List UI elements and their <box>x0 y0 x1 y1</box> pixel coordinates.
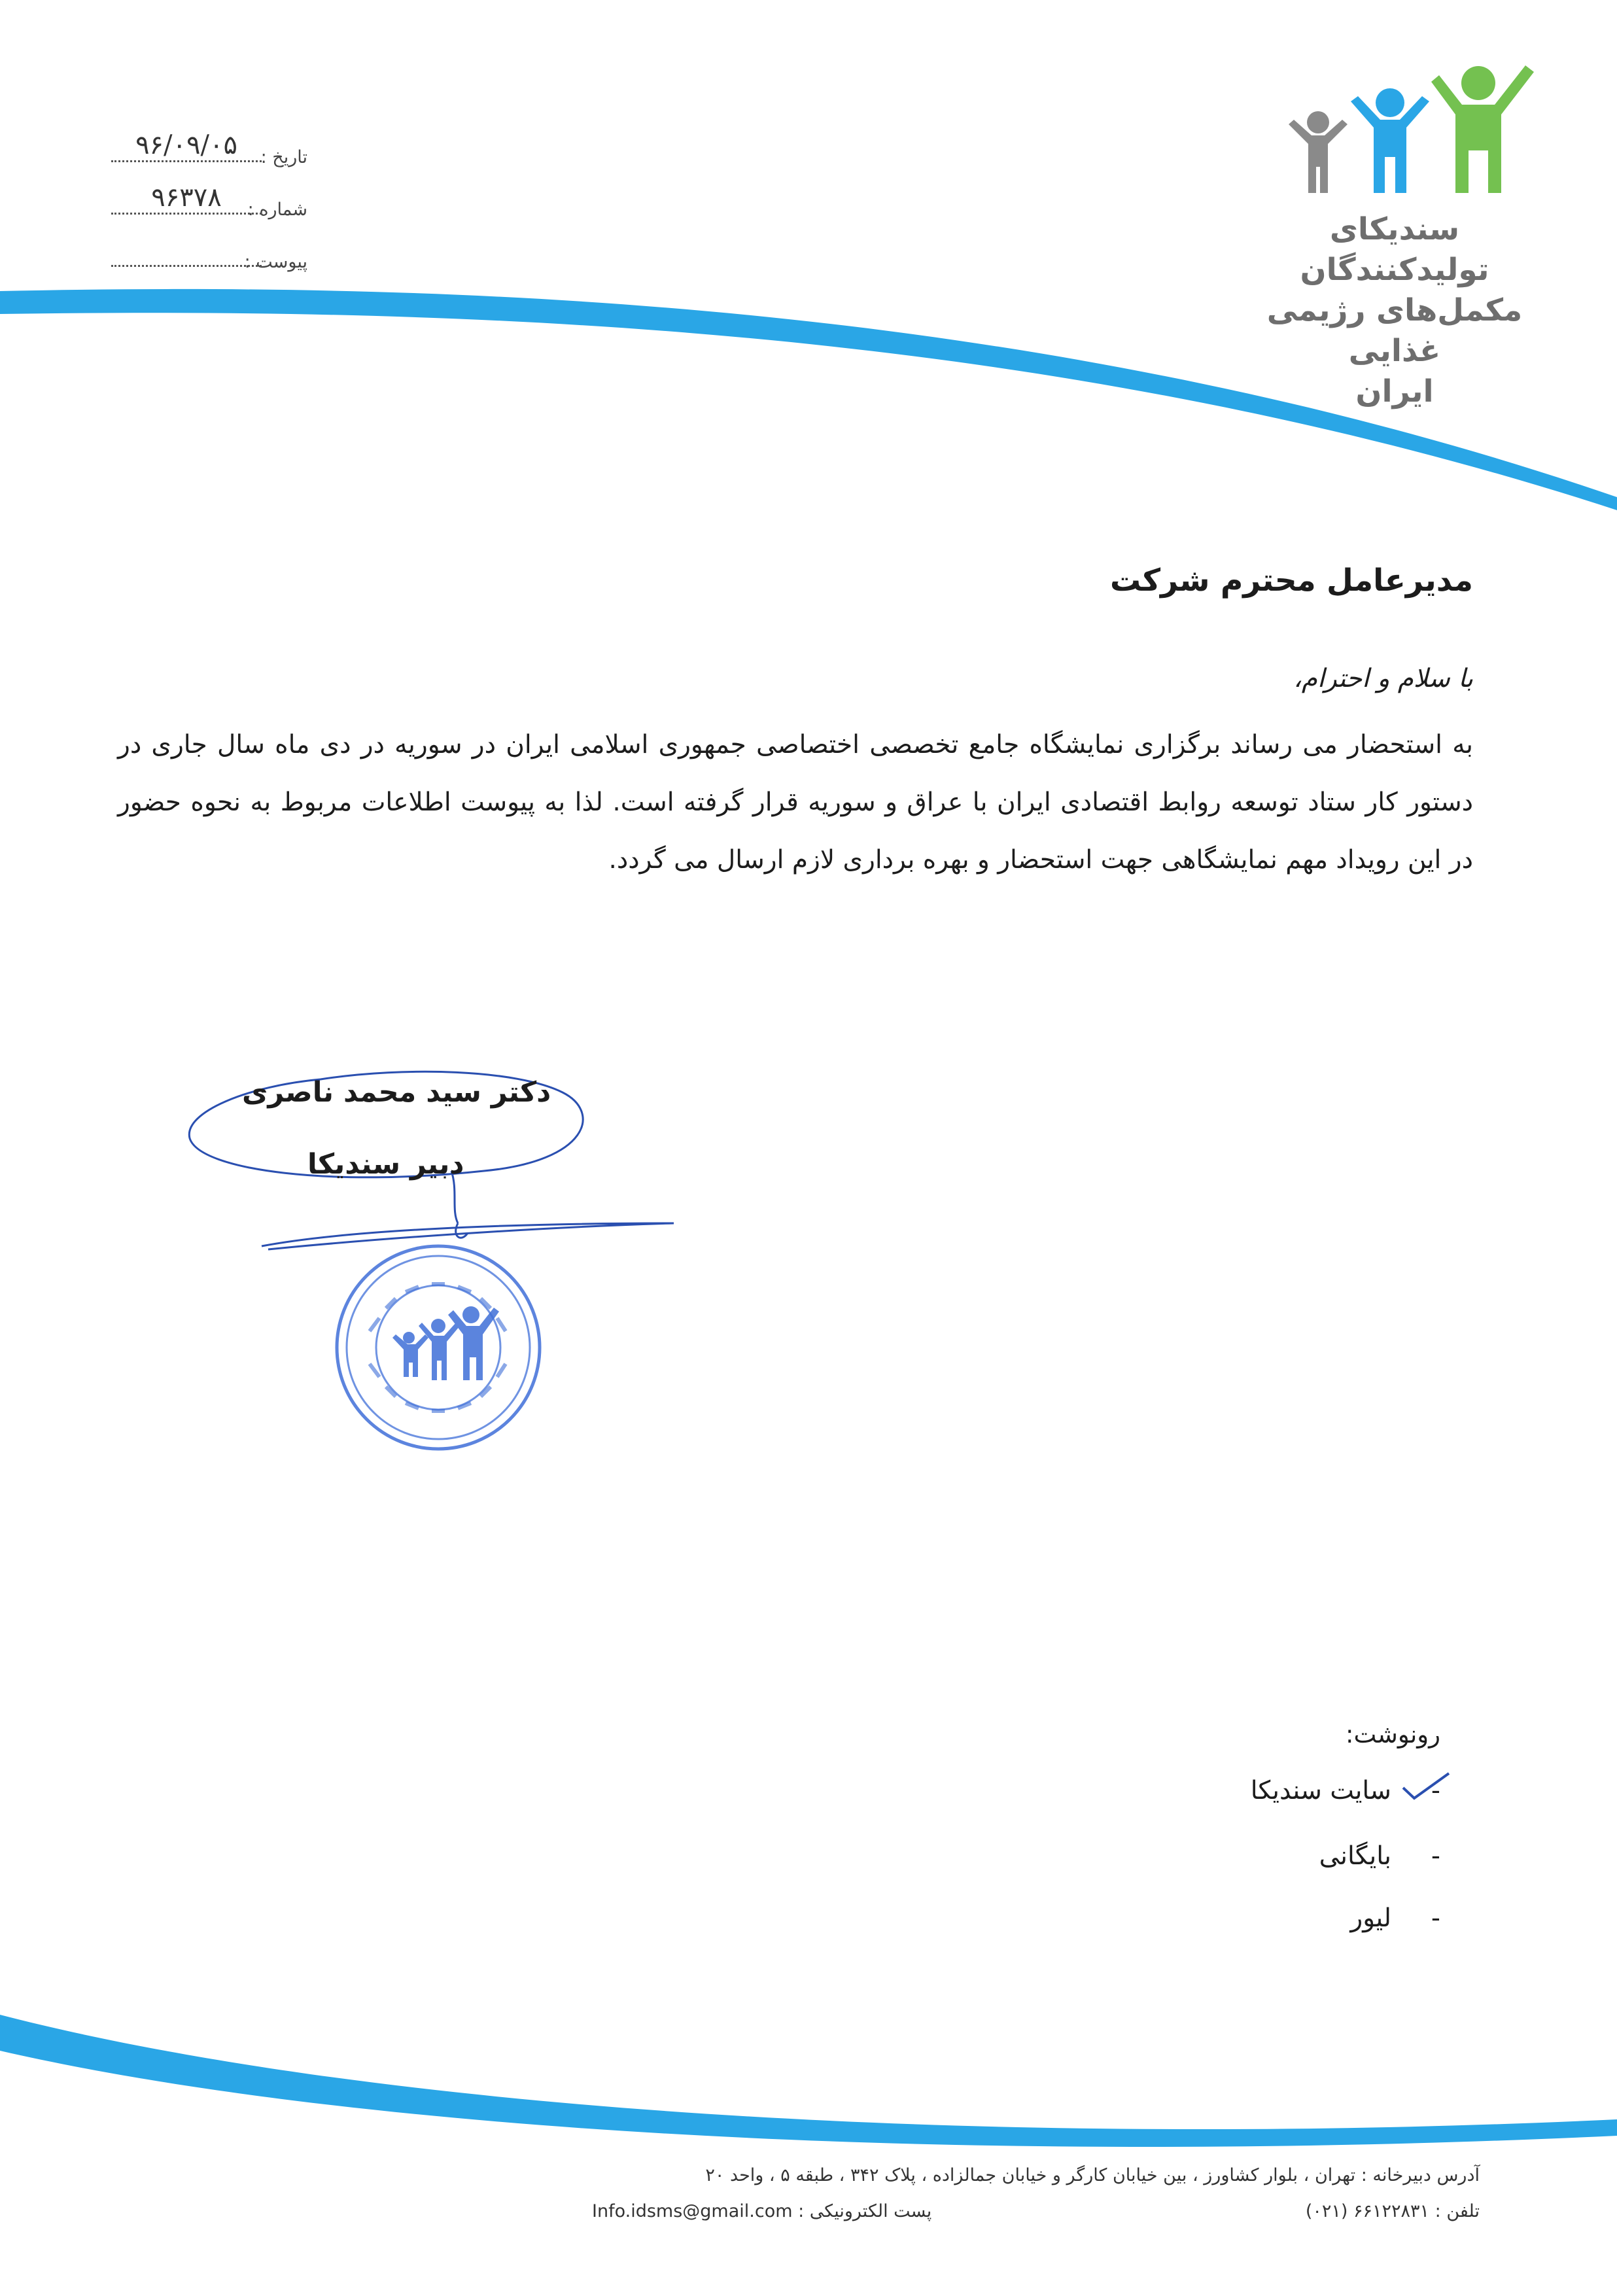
cc-dash: - <box>1431 1904 1440 1933</box>
footer-phone <box>1306 2201 1480 2221</box>
greeting: با سلام و احترام، <box>1293 664 1473 693</box>
footer-email <box>592 2201 931 2221</box>
phone-value: ۶۶۱۲۲۸۳۱ (۰۲۱) <box>1305 2201 1430 2221</box>
number-row <box>98 183 307 222</box>
attachment-label: پیوست : <box>244 252 307 272</box>
body-paragraph: به استحضار می رساند برگزاری نمایشگاه جامع تخصصی اختصاصی جمهوری اسلامی ایران در سوریه در دی ماه سال جاری در دستور کار ستاد توسعه روابط اقتصادی ایران با عراق و سوریه قرار گرفته است. لذا به پیوست اطلاعات مربوط به نحوه حضور در این رویداد مهم نمایشگاهی جهت استحضار و بهره برداری لازم ارسال می گردد. <box>118 730 1473 875</box>
recipient: مدیرعامل محترم شرکت <box>1109 563 1473 599</box>
date-value: ۹۶/۰۹/۰۵ <box>111 130 262 162</box>
signer-name: دکتر سید محمد ناصری <box>242 1076 551 1109</box>
cc-item-archive: بایگانی <box>1319 1841 1391 1871</box>
logo-line-1: سندیکای تولیدکنندگان <box>1300 211 1489 288</box>
cc-item-site: سایت سندیکا <box>1250 1776 1391 1805</box>
footer-address: آدرس دبیرخانه : تهران ، بلوار کشاورز ، بین خیابان کارگر و خیابان جمالزاده ، پلاک ۳۴۲ ، طبقه ۵ ، واحد ۲۰ <box>705 2165 1480 2185</box>
number-value: ۹۶۳۷۸ <box>111 183 262 215</box>
logo-line-3: ایران <box>1355 374 1434 409</box>
cc-dash: - <box>1431 1841 1440 1871</box>
cc-dash: - <box>1431 1776 1440 1805</box>
cc-item-liver: لیور <box>1350 1904 1391 1933</box>
cc-heading: رونوشت: <box>1346 1720 1440 1748</box>
date-row <box>98 131 307 170</box>
logo-line-2: مکمل‌های رژیمی غذایی <box>1266 292 1523 369</box>
email-value: Info.idsms@gmail.com <box>592 2201 793 2221</box>
date-label: تاریخ : <box>260 147 307 167</box>
people-logo-stamp-icon <box>330 1240 546 1455</box>
people-logo-icon <box>1282 62 1557 200</box>
number-label: شماره : <box>247 200 307 220</box>
email-label: پست الکترونیکی : <box>792 2201 932 2221</box>
attachment-row <box>98 235 307 275</box>
logo-title <box>1257 209 1532 412</box>
footer-swoosh <box>0 2002 1617 2172</box>
attachment-value <box>111 265 262 267</box>
phone-label: تلفن : <box>1429 2201 1480 2221</box>
checkmark-icon <box>1400 1769 1452 1802</box>
signer-title: دبیر سندیکا <box>307 1148 464 1181</box>
